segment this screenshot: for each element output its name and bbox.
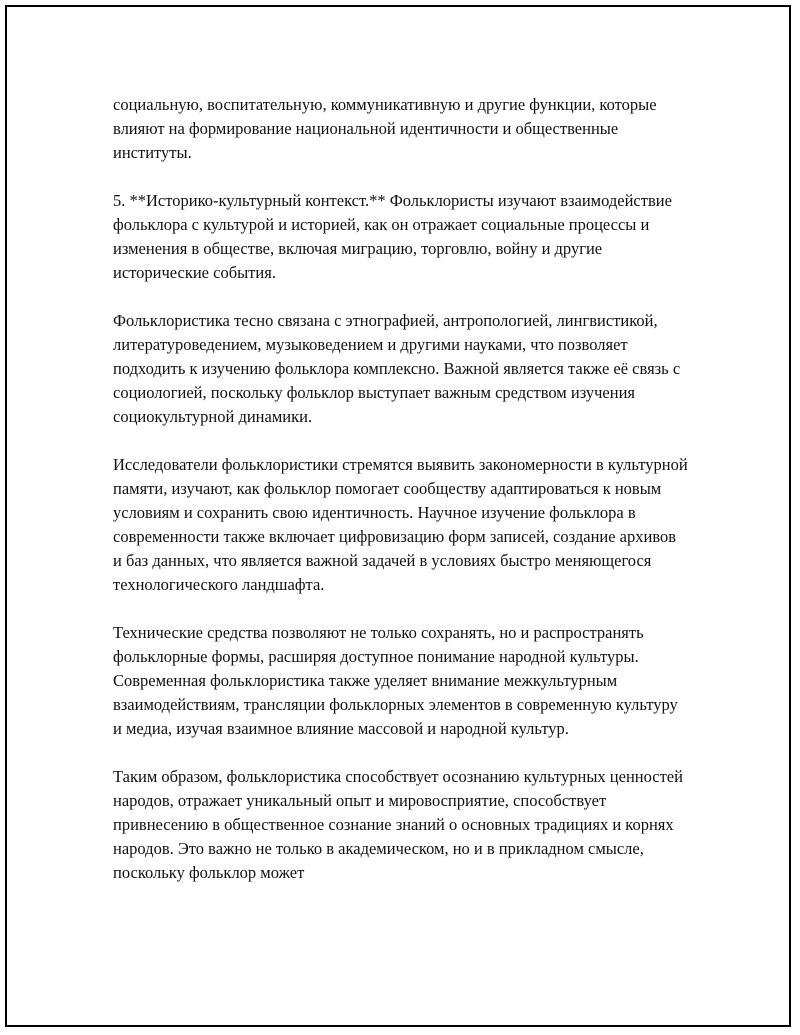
paragraph-3: Фольклористика тесно связана с этнографией, антропологией, лингвистикой, литературоведением, музыковедением и другими науками, что позволяет подходить к изучению фольклора комплексно. Важной является также её связь с социологией, поскольку фольклор выступает важным средством изучения социокультурной динамики.: [113, 311, 681, 426]
paragraph-6: Таким образом, фольклористика способствует осознанию культурных ценностей народов, отражает уникальный опыт и мировосприятие, способствует привнесению в общественное сознание знаний о основных традициях и корнях народов. Это важно не только в академическом, но и в прикладном смысле, поскольку фольклор может: [113, 767, 683, 882]
paragraph-2: 5. **Историко-культурный контекст.** Фольклористы изучают взаимодействие фольклора с культурой и историей, как он отражает социальные процессы и изменения в обществе, включая миграцию, торговлю, войну и другие исторические события.: [113, 191, 672, 282]
document-body: [113, 93, 688, 885]
paragraph-5: Технические средства позволяют не только сохранять, но и распространять фольклорные формы, расширяя доступное понимание народной культуры. Современная фольклористика также уделяет внимание межкультурным взаимодействиям, трансляции фольклорных элементов в современную культуру и медиа, изучая взаимное влияние массовой и народной культур.: [113, 623, 678, 738]
paragraph-1: социальную, воспитательную, коммуникативную и другие функции, которые влияют на формирование национальной идентичности и общественные институты.: [113, 95, 657, 162]
paragraph-4: Исследователи фольклористики стремятся выявить закономерности в культурной памяти, изучают, как фольклор помогает сообществу адаптироваться к новым условиям и сохранить свою идентичность. Научное изучение фольклора в современности также включает цифровизацию форм записей, создание архивов и баз данных, что является важной задачей в условиях быстро меняющегося технологического ландшафта.: [113, 455, 688, 594]
